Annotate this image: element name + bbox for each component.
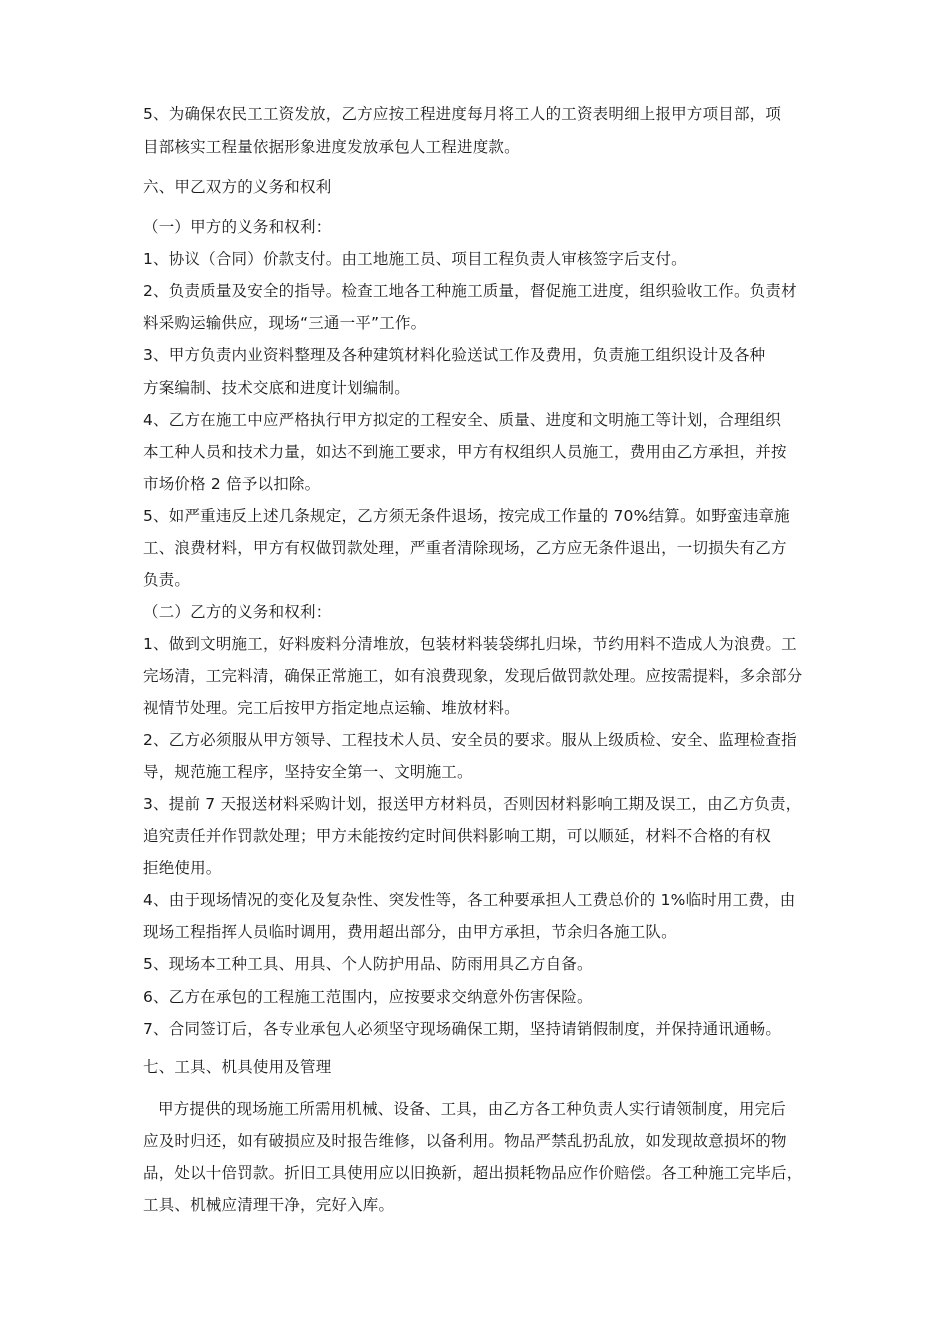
paragraph-line: 市场价格 2 倍予以扣除。 bbox=[143, 475, 321, 493]
paragraph-line: 4、由于现场情况的变化及复杂性、突发性等，各工种要承担人工费总价的 1%临时用工费，由 bbox=[143, 891, 796, 909]
paragraph-line: 6、乙方在承包的工程施工范围内，应按要求交纳意外伤害保险。 bbox=[143, 988, 593, 1006]
paragraph-line: 4、乙方在施工中应严格执行甲方拟定的工程安全、质量、进度和文明施工等计划，合理组织 bbox=[143, 411, 782, 429]
section-heading: 七、工具、机具使用及管理 bbox=[143, 1058, 332, 1076]
paragraph-line: 工、浪费材料，甲方有权做罚款处理，严重者清除现场，乙方应无条件退出，一切损失有乙方 bbox=[143, 539, 787, 557]
paragraph-line: 品，处以十倍罚款。折旧工具使用应以旧换新，超出损耗物品应作价赔偿。各工种施工完毕后， bbox=[143, 1164, 803, 1182]
paragraph-line: 视情节处理。完工后按甲方指定地点运输、堆放材料。 bbox=[143, 699, 520, 717]
paragraph-line: 本工种人员和技术力量，如达不到施工要求，甲方有权组织人员施工，费用由乙方承担，并按 bbox=[143, 443, 787, 461]
subsection-heading: （二）乙方的义务和权利： bbox=[143, 603, 332, 621]
paragraph-line: 完场清，工完料清，确保正常施工，如有浪费现象，发现后做罚款处理。应按需提料，多余部分 bbox=[143, 667, 803, 685]
paragraph-line: 7、合同签订后，各专业承包人必须坚守现场确保工期，坚持请销假制度，并保持通讯通畅。 bbox=[143, 1020, 782, 1038]
paragraph-line: 应及时归还，如有破损应及时报告维修，以备利用。物品严禁乱扔乱放，如发现故意损坏的物 bbox=[143, 1132, 787, 1150]
paragraph-line: 方案编制、技术交底和进度计划编制。 bbox=[143, 379, 410, 397]
paragraph-line: 甲方提供的现场施工所需用机械、设备、工具，由乙方各工种负责人实行请领制度，用完后 bbox=[158, 1100, 787, 1118]
paragraph-line: 1、协议（合同）价款支付。由工地施工员、项目工程负责人审核签字后支付。 bbox=[143, 250, 687, 268]
paragraph-line: 目部核实工程量依据形象进度发放承包人工程进度款。 bbox=[143, 138, 520, 156]
paragraph-line: 工具、机械应清理干净，完好入库。 bbox=[143, 1196, 395, 1214]
paragraph-line: 2、乙方必须服从甲方领导、工程技术人员、安全员的要求。服从上级质检、安全、监理检查指 bbox=[143, 731, 797, 749]
paragraph-line: 导，规范施工程序，坚持安全第一、文明施工。 bbox=[143, 763, 473, 781]
paragraph-line: 现场工程指挥人员临时调用，费用超出部分，由甲方承担，节余归各施工队。 bbox=[143, 923, 677, 941]
paragraph-line: 3、提前 7 天报送材料采购计划，报送甲方材料员，否则因材料影响工期及误工，由乙方负责， bbox=[143, 795, 802, 813]
paragraph-line: 5、如严重违反上述几条规定，乙方须无条件退场，按完成工作量的 70%结算。如野蛮违章施 bbox=[143, 507, 790, 525]
paragraph-line: 料采购运输供应，现场“三通一平”工作。 bbox=[143, 314, 427, 332]
paragraph-line: 3、甲方负责内业资料整理及各种建筑材料化验送试工作及费用，负责施工组织设计及各种 bbox=[143, 346, 766, 364]
paragraph-line: 2、负责质量及安全的指导。检查工地各工种施工质量，督促施工进度，组织验收工作。负责材 bbox=[143, 282, 797, 300]
subsection-heading: （一）甲方的义务和权利： bbox=[143, 218, 332, 236]
section-heading: 六、甲乙双方的义务和权利 bbox=[143, 178, 332, 196]
paragraph-line: 拒绝使用。 bbox=[143, 859, 222, 877]
paragraph-line: 5、现场本工种工具、用具、个人防护用品、防雨用具乙方自备。 bbox=[143, 955, 593, 973]
paragraph-line: 负责。 bbox=[143, 571, 191, 589]
paragraph-line: 追究责任并作罚款处理；甲方未能按约定时间供料影响工期，可以顺延，材料不合格的有权 bbox=[143, 827, 772, 845]
paragraph-line: 1、做到文明施工，好料废料分清堆放，包装材料装袋绑扎归垛，节约用料不造成人为浪费。工 bbox=[143, 635, 797, 653]
paragraph-line: 5、为确保农民工工资发放，乙方应按工程进度每月将工人的工资表明细上报甲方项目部，项 bbox=[143, 105, 782, 123]
